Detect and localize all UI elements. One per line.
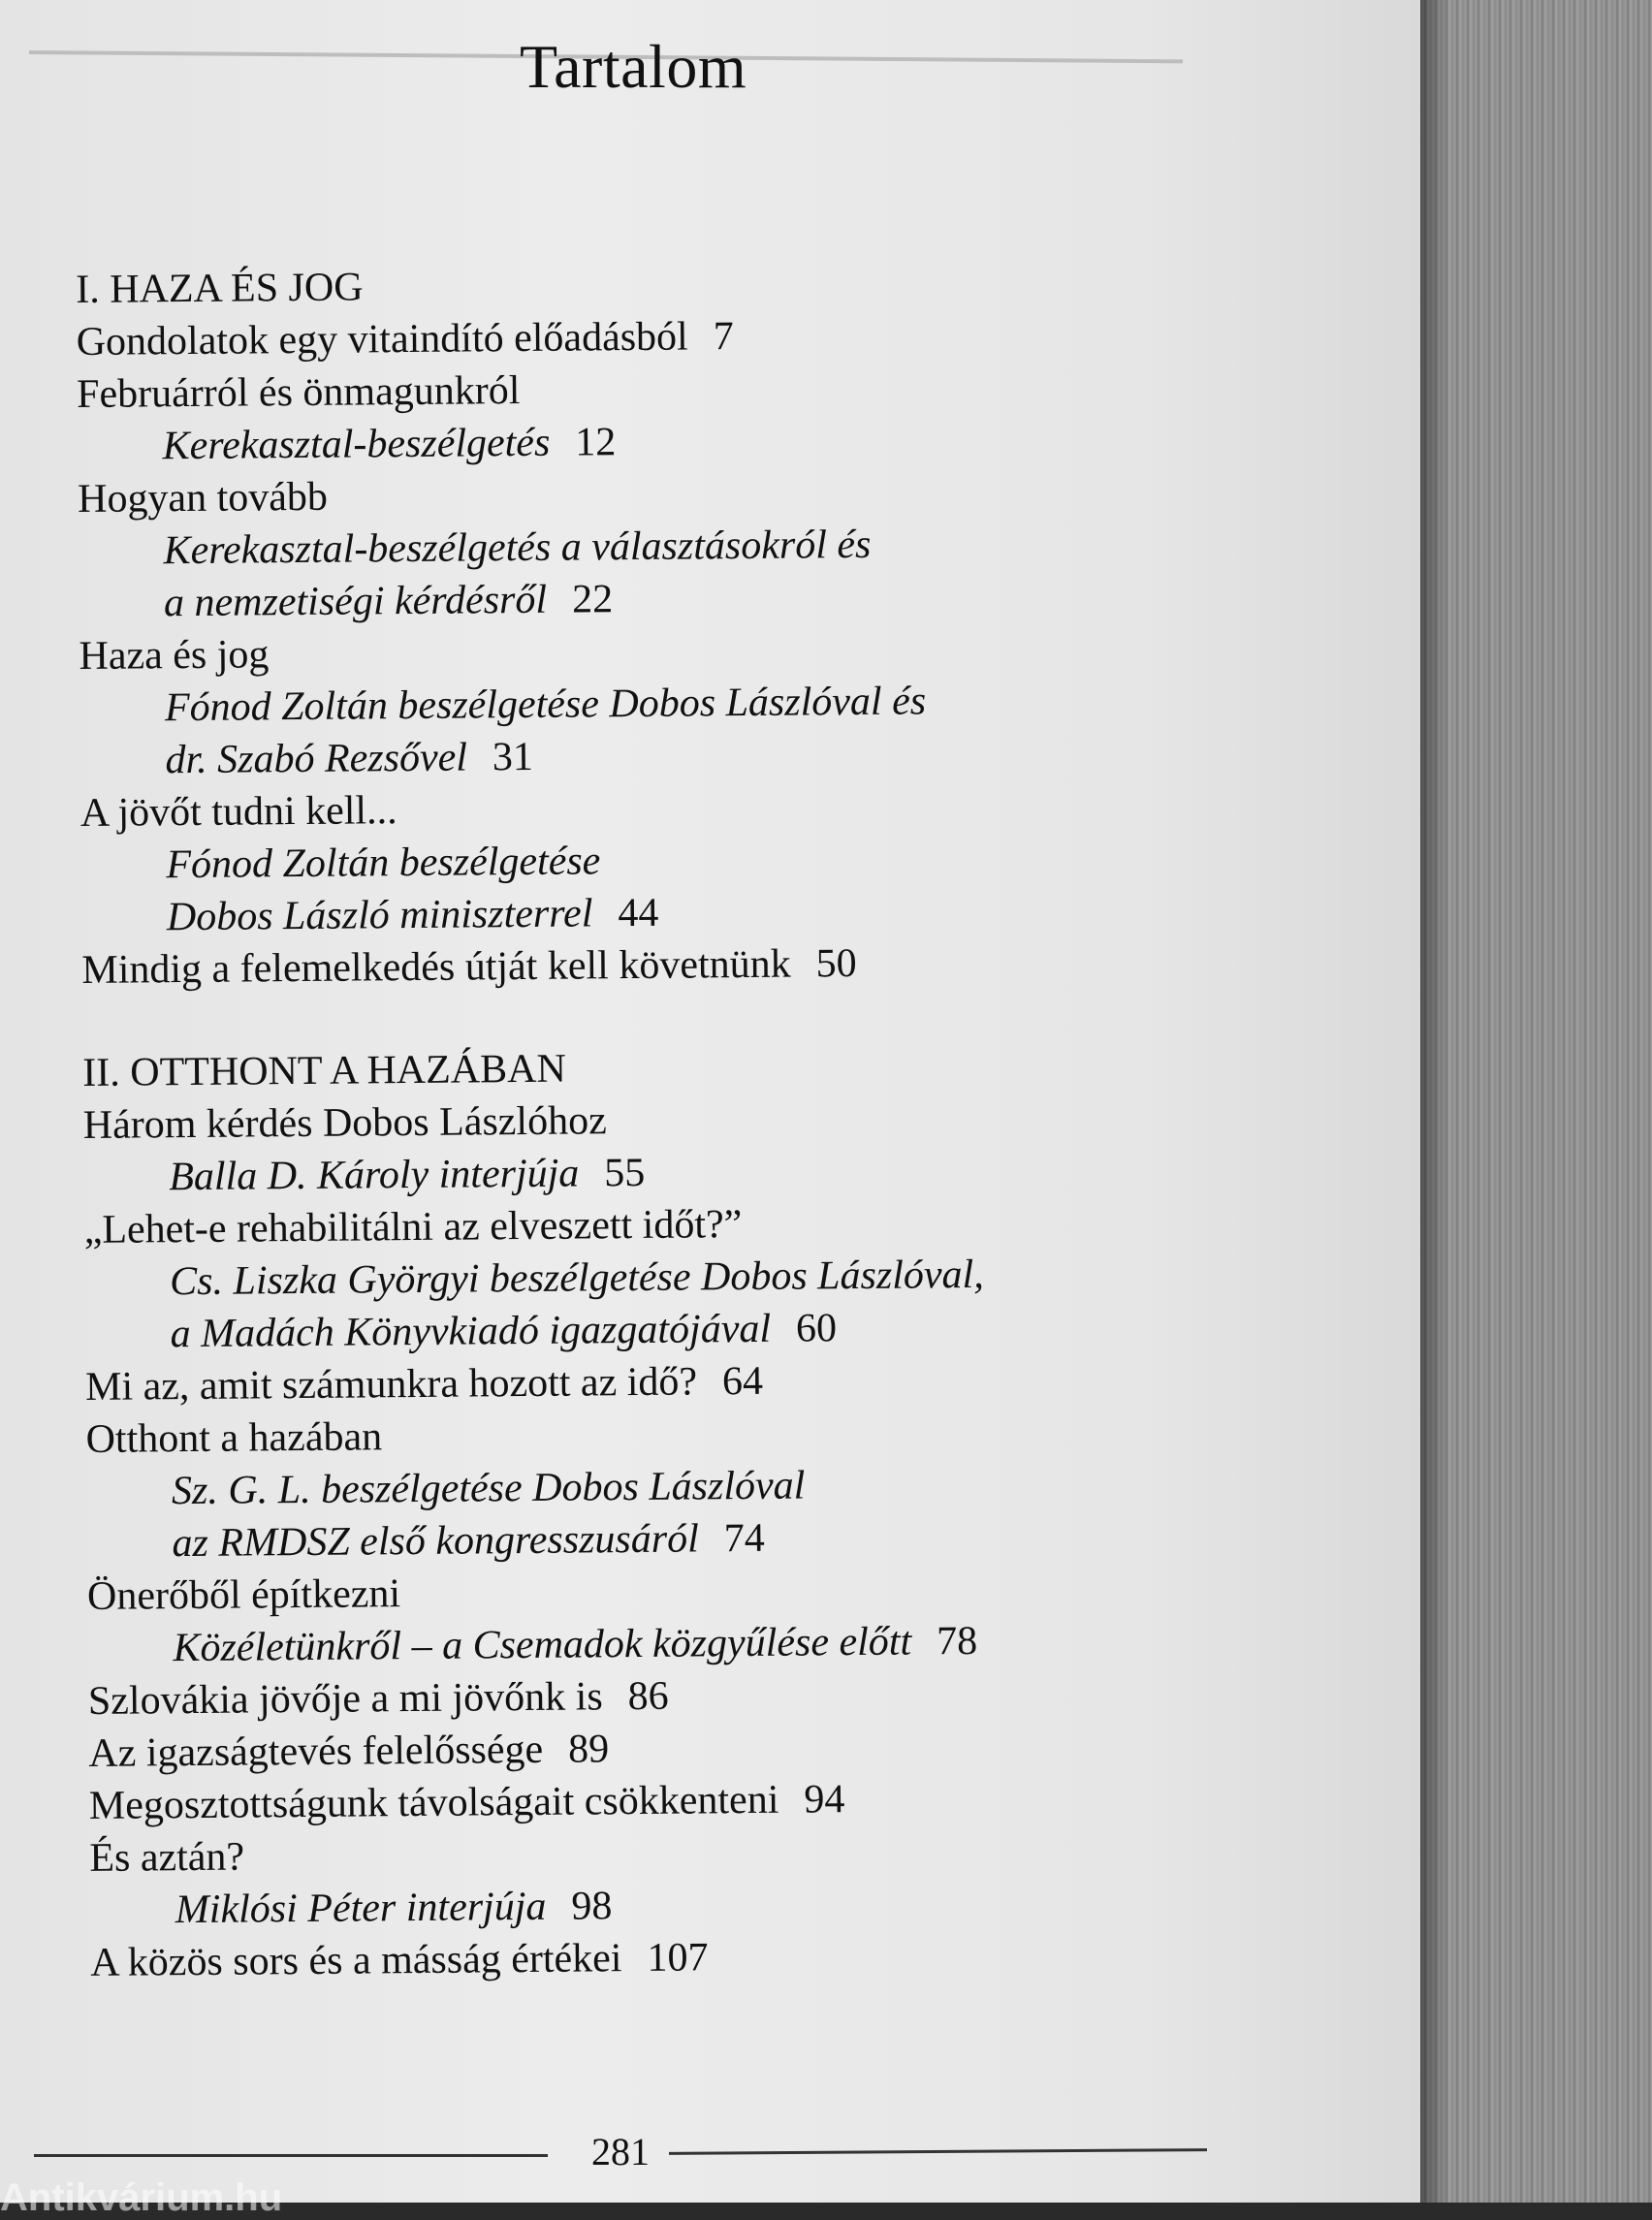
- toc-subentry: Balla D. Károly interjúja 55: [169, 1150, 646, 1200]
- toc-entry: Három kérdés Dobos Lászlóhoz: [82, 1098, 607, 1148]
- toc-subentry: a nemzetiségi kérdésről 22: [163, 577, 614, 626]
- section-heading: I. HAZA ÉS JOG: [76, 265, 364, 312]
- toc-entry: Megosztottságunk távolságait csökkenteni 94: [88, 1777, 845, 1828]
- toc-entry: „Lehet-e rehabilitálni az elveszett időt?”: [83, 1202, 743, 1253]
- page-number: 281: [591, 2130, 650, 2173]
- table-of-contents: [76, 254, 1195, 1989]
- toc-entry: Gondolatok egy vitaindító előadásból 7: [76, 314, 734, 365]
- toc-subentry: Miklósi Péter interjúja 98: [175, 1884, 613, 1933]
- toc-entry: Haza és jog: [79, 632, 270, 679]
- section-heading: II. OTTHONT A HAZÁBAN: [82, 1046, 566, 1095]
- toc-entry: Önerőből építkezni: [86, 1571, 401, 1619]
- watermark: Antikvárium.hu: [0, 2176, 283, 2219]
- toc-subentry: Dobos László miniszterrel 44: [166, 890, 659, 940]
- footer-rule-right: [669, 2148, 1207, 2155]
- bleed-through-text: [755, 67, 1378, 184]
- toc-subentry: az RMDSZ első kongresszusáról 74: [172, 1515, 765, 1567]
- toc-entry: A közös sors és a másság értékei 107: [90, 1935, 709, 1985]
- toc-subentry: dr. Szabó Rezsővel 31: [165, 734, 534, 783]
- book-page-edges: [1420, 0, 1652, 2203]
- toc-subentry: Sz. G. L. beszélgetése Dobos Lászlóval: [171, 1463, 806, 1514]
- toc-entry: És aztán?: [89, 1834, 245, 1881]
- toc-subentry: Kerekasztal-beszélgetés a választásokról és: [163, 522, 872, 574]
- toc-entry: Mi az, amit számunkra hozott az idő? 64: [84, 1358, 764, 1410]
- toc-entry: Mindig a felemelkedés útját kell követnünk 50: [81, 940, 857, 993]
- toc-subentry: Fónod Zoltán beszélgetése: [166, 839, 601, 888]
- toc-entry: Szlovákia jövője a mi jövőnk is 86: [87, 1673, 669, 1724]
- toc-entry: Hogyan tovább: [77, 474, 329, 522]
- toc-subentry: a Madách Könyvkiadó igazgatójával 60: [170, 1306, 838, 1357]
- toc-subentry: Cs. Liszka Györgyi beszélgetése Dobos Lászlóval,: [169, 1252, 984, 1305]
- toc-entry: Otthont a hazában: [85, 1414, 383, 1462]
- toc-subentry: Kerekasztal-beszélgetés 12: [162, 420, 617, 469]
- page-footer: [34, 2125, 1207, 2183]
- footer-rule-left: [34, 2154, 548, 2157]
- toc-entry: Az igazságtevés felelőssége 89: [88, 1727, 610, 1776]
- toc-entry: A jövőt tudni kell...: [79, 788, 397, 836]
- toc-subentry: Közéletünkről – a Csemadok közgyűlése előtt 78: [173, 1618, 978, 1671]
- toc-subentry: Fónod Zoltán beszélgetése Dobos Lászlóval és: [164, 679, 927, 731]
- toc-entry: Februárról és önmagunkról: [76, 368, 521, 417]
- page-title: Tartalom: [520, 32, 747, 101]
